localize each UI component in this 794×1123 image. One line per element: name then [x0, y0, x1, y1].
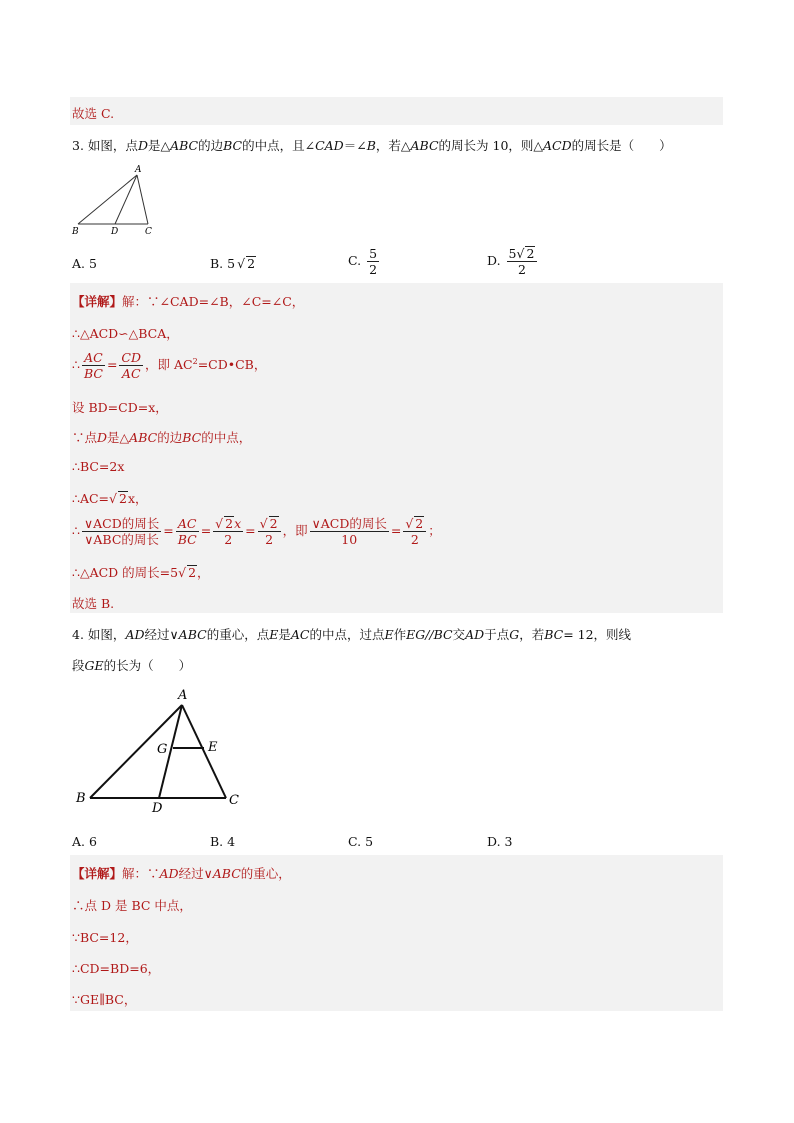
q4-option-c[interactable]: C. 5: [348, 834, 374, 849]
q3-sol-line-3: ∴ $\frac{AC}{BC}$ = $\frac{CD}{AC}$ ，即 $AC^2=CD•CB$，: [72, 350, 267, 381]
q3-label-b: B: [72, 227, 79, 237]
q4-sol-line-4: ∴CD=BD=6，: [72, 961, 161, 976]
q4-number: 4.: [72, 627, 84, 642]
q3-option-b[interactable]: B. 5 √ 2: [210, 256, 256, 271]
q3-sol-line-9: ∴△ACD 的周长=5√ 2，: [72, 565, 210, 580]
detail-tag: 【详解】: [72, 294, 123, 309]
q3-label-c: C: [145, 227, 152, 237]
q4-stem-line-2: 段GE的长为（ ）: [72, 658, 192, 673]
q4-sol-line-5: ∵GE∥BC，: [72, 992, 137, 1007]
q4-option-b[interactable]: B. 4: [210, 834, 236, 849]
q4-stem-line-1: 4. 如图，AD经过∨ABC的重心，点E是AC的中点，过点E作EG//BC交AD于点G，若BC= 12，则线: [72, 627, 632, 642]
q3-sol-line-7: ∴AC=√ 2x，: [72, 491, 148, 506]
q3-sol-line-2: ∴△ACD∽△BCA，: [72, 326, 179, 341]
q4-label-d: D: [152, 801, 163, 816]
q3-sol-line-5: ∵点D是△ABC的边BC的中点，: [72, 430, 252, 445]
q3-option-c[interactable]: C. $\frac{5}{2}$: [348, 246, 378, 277]
q3-option-d[interactable]: D. $\frac{5√ 2}{2}$: [487, 246, 539, 277]
q3-label-d: D: [111, 227, 119, 237]
q4-option-a[interactable]: A. 6: [72, 834, 97, 849]
q4-option-d[interactable]: D. 3: [487, 834, 513, 849]
q3-sol-line-4: 设 BD=CD=x，: [72, 400, 168, 415]
q3-label-a: A: [135, 165, 142, 175]
prev-answer: 故选 C.: [72, 106, 115, 121]
q3-option-a[interactable]: A. 5: [72, 256, 97, 271]
q4-label-b: B: [76, 791, 86, 806]
q4-label-e: E: [208, 740, 218, 755]
q3-triangle-figure: [70, 160, 170, 240]
q4-sol-line-3: ∵BC=12，: [72, 930, 138, 945]
q4-sol-line-2: ∴点 D 是 BC 中点，: [72, 898, 192, 913]
q3-sol-line-8: ∴ $\frac{\text{∨ACD的周长}}{\text{∨ABC的周长}}$ = $\frac{AC}{BC}$ = $\frac{√ 2x}{2}$ = $\frac{√ 2}{2}$ ，即 $\frac{\text{∨ACD的周长}}{10}$ = $\frac{√ 2}{2}$ ；: [72, 516, 441, 547]
q4-label-g: G: [157, 742, 168, 757]
q4-label-c: C: [229, 793, 239, 808]
q3-side-ab: [78, 175, 137, 224]
q3-number: 3.: [72, 138, 84, 153]
q4-side-ab: [90, 705, 182, 798]
q3-sol-line-10: 故选 B.: [72, 596, 115, 611]
q3-sol-line-6: ∴BC=2x: [72, 459, 125, 474]
q3-sol-line-1: 【详解】解：∵∠CAD=∠B，∠C=∠C，: [72, 294, 305, 309]
q3-segment-ad: [115, 175, 137, 224]
q3-side-ac: [137, 175, 148, 224]
q4-sol-line-1: 【详解】解：∵AD经过∨ABC的重心，: [72, 866, 291, 881]
prev-solution-block: [70, 97, 723, 125]
q3-stem: 3. 如图，点D是△ABC的边BC的中点，且∠CAD＝∠B，若△ABC的周长为 10，则△ACD的周长是（ ）: [72, 138, 672, 153]
q4-triangle-figure: [70, 680, 260, 820]
q4-side-ac: [182, 705, 226, 798]
q4-label-a: A: [178, 688, 188, 703]
